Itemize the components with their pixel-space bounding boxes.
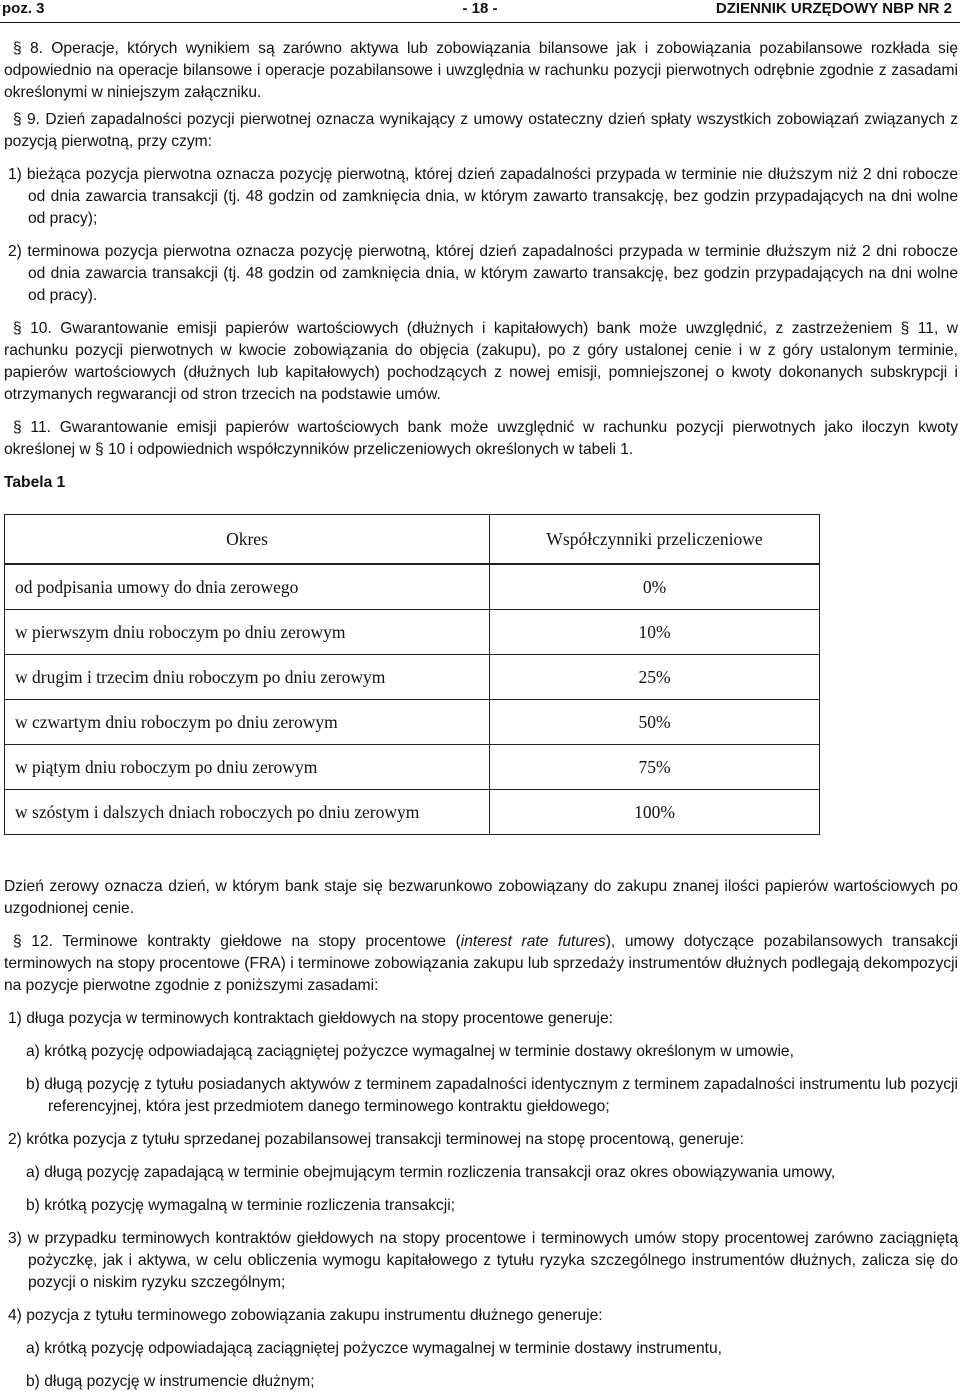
period-cell: od podpisania umowy do dnia zerowego: [5, 564, 490, 610]
paragraph-12-item-2a: a) długą pozycję zapadającą w terminie obejmującym termin rozliczenia transakcji oraz okres obowiązywania umowy,: [26, 1164, 836, 1181]
period-cell: w szóstym i dalszych dniach roboczych po dniu zerowym: [5, 790, 490, 835]
paragraph-12-item-4: 4) pozycja z tytułu terminowego zobowiązania zakupu instrumentu dłużnego generuje:: [8, 1307, 603, 1324]
coefficient-cell: 100%: [490, 790, 820, 835]
paragraph-12-item-4b: b) długą pozycję w instrumencie dłużnym;: [26, 1373, 315, 1390]
paragraph-12-item-1a: a) krótką pozycję odpowiadającą zaciągniętej pożyczce wymagalnej w terminie dostawy określonym w umowie,: [26, 1043, 794, 1060]
paragraph-12: [4, 931, 958, 997]
table-row: [5, 655, 820, 700]
header-journal-title: DZIENNIK URZĘDOWY NBP NR 2: [715, 0, 952, 17]
header-position: poz. 3: [2, 0, 45, 17]
coefficient-cell: 75%: [490, 745, 820, 790]
coefficient-cell: 50%: [490, 700, 820, 745]
paragraph-12-pre: § 12. Terminowe kontrakty giełdowe na stopy procentowe (: [13, 933, 461, 950]
day-zero-definition: Dzień zerowy oznacza dzień, w którym bank staje się bezwarunkowo zobowiązany do zakupu znanej ilości papierów wartościowych po uzgodnionej cenie.: [4, 878, 958, 917]
table-row: [5, 745, 820, 790]
paragraph-11: § 11. Gwarantowanie emisji papierów wartościowych bank może uwzględnić w rachunku pozycji pierwotnych jako iloczyn kwoty określonej w § 10 i odpowiednich współczynników przeliczeniowych określonych w tabeli 1.: [4, 419, 958, 458]
paragraph-12-item-1b: b) długą pozycję z tytułu posiadanych aktywów z terminem zapadalności identycznym z terminem zapadalności instrumentu lub pozycji referencyjnej, która jest przedmiotem danego terminowego kontraktu giełdowego;: [26, 1076, 958, 1115]
section-bottom: [4, 876, 958, 1393]
table-header-period: Okres: [5, 515, 490, 565]
period-cell: w pierwszym dniu roboczym po dniu zerowym: [5, 610, 490, 655]
paragraph-9-item-1: 1) bieżąca pozycja pierwotna oznacza pozycję pierwotną, której dzień zapadalności przypada w terminie nie dłuższym niż 2 dni robocze od dnia zawarcia transakcji (tj. 48 godzin od zamknięcia dnia, w którym zawarto transakcję, bez godzin przypadających na dni wolne od pracy);: [8, 166, 958, 227]
paragraph-8: § 8. Operacje, których wynikiem są zarówno aktywa lub zobowiązania bilansowe jak i zobowiązania pozabilansowe rozkłada się odpowiednio na operacje bilansowe i operacje pozabilansowe i uwzględnia w rachunku pozycji pierwotnych odrębnie zgodnie z zasadami określonymi w niniejszym załączniku.: [4, 40, 958, 101]
page-header: [0, 0, 960, 18]
coefficient-cell: 10%: [490, 610, 820, 655]
header-page-number: - 18 -: [462, 0, 498, 17]
coefficient-cell: 0%: [490, 564, 820, 610]
paragraph-12-item-2b: b) krótką pozycję wymagalną w terminie rozliczenia transakcji;: [26, 1197, 455, 1214]
table-row: [5, 610, 820, 655]
table-row: [5, 564, 820, 610]
period-cell: w czwartym dniu roboczym po dniu zerowym: [5, 700, 490, 745]
coefficient-cell: 25%: [490, 655, 820, 700]
paragraph-12-item-3: 3) w przypadku terminowych kontraktów giełdowych na stopy procentowe i terminowych umów stopy procentowej zarówno zaciągniętą pożyczkę, jak i aktywa, w celu obliczenia wymogu kapitałowego z tytułu ryzyka szczególnego instrumentów dłużnych, zalicza się do pozycji o niskim ryzyku szczególnym;: [8, 1230, 958, 1291]
table-title: Tabela 1: [4, 474, 66, 491]
paragraph-12-item-4a: a) krótką pozycję odpowiadającą zaciągniętej pożyczce wymagalnej w terminie dostawy instrumentu,: [26, 1340, 722, 1357]
paragraph-9-item-2: 2) terminowa pozycja pierwotna oznacza pozycję pierwotną, której dzień zapadalności przypada w terminie dłuższym niż 2 dni robocze od dnia zawarcia transakcji (tj. 48 godzin od zamknięcia dnia, w którym zawarto transakcję, bez godzin przypadających na dni wolne od pracy).: [8, 243, 958, 304]
paragraph-12-italic: interest rate futures: [460, 933, 606, 950]
period-cell: w piątym dniu roboczym po dniu zerowym: [5, 745, 490, 790]
table-header-coefficient: Współczynniki przeliczeniowe: [490, 515, 820, 565]
paragraph-12-post: ), umowy dotyczące pozabilansowych transakcji terminowych na stopy procentowe (FRA) i terminowe zobowiązania zakupu lub sprzedaży instrumentów dłużnych podlegają dekompozycji na pozycje pierwotne zgodnie z poniższymi zasadami:: [4, 933, 958, 994]
paragraph-12-item-1: 1) długa pozycja w terminowych kontraktach giełdowych na stopy procentowe generuje:: [8, 1010, 614, 1027]
section-top: [4, 38, 958, 494]
paragraph-12-item-2: 2) krótka pozycja z tytułu sprzedanej pozabilansowej transakcji terminowej na stopę procentową, generuje:: [8, 1131, 744, 1148]
paragraph-9: § 9. Dzień zapadalności pozycji pierwotnej oznacza wynikający z umowy ostateczny dzień spłaty wszystkich zobowiązań związanych z pozycją pierwotną, przy czym:: [4, 111, 958, 150]
table-row: [5, 700, 820, 745]
paragraph-10: § 10. Gwarantowanie emisji papierów wartościowych (dłużnych i kapitałowych) bank może uwzględnić, z zastrzeżeniem § 11, w rachunku pozycji pierwotnych w kwocie zobowiązania do objęcia (zakupu), po z góry ustalonej cenie i w z góry ustalonym terminie, papierów wartościowych (dłużnych lub kapitałowych) pochodzących z nowej emisji, pomniejszonej o kwoty dokonanych subskrypcji i otrzymanych regwarancji od stron trzecich na podstawie umów.: [4, 320, 958, 403]
conversion-factors-table: [4, 514, 820, 835]
table-row: [5, 790, 820, 835]
header-rule: [0, 22, 960, 23]
period-cell: w drugim i trzecim dniu roboczym po dniu zerowym: [5, 655, 490, 700]
